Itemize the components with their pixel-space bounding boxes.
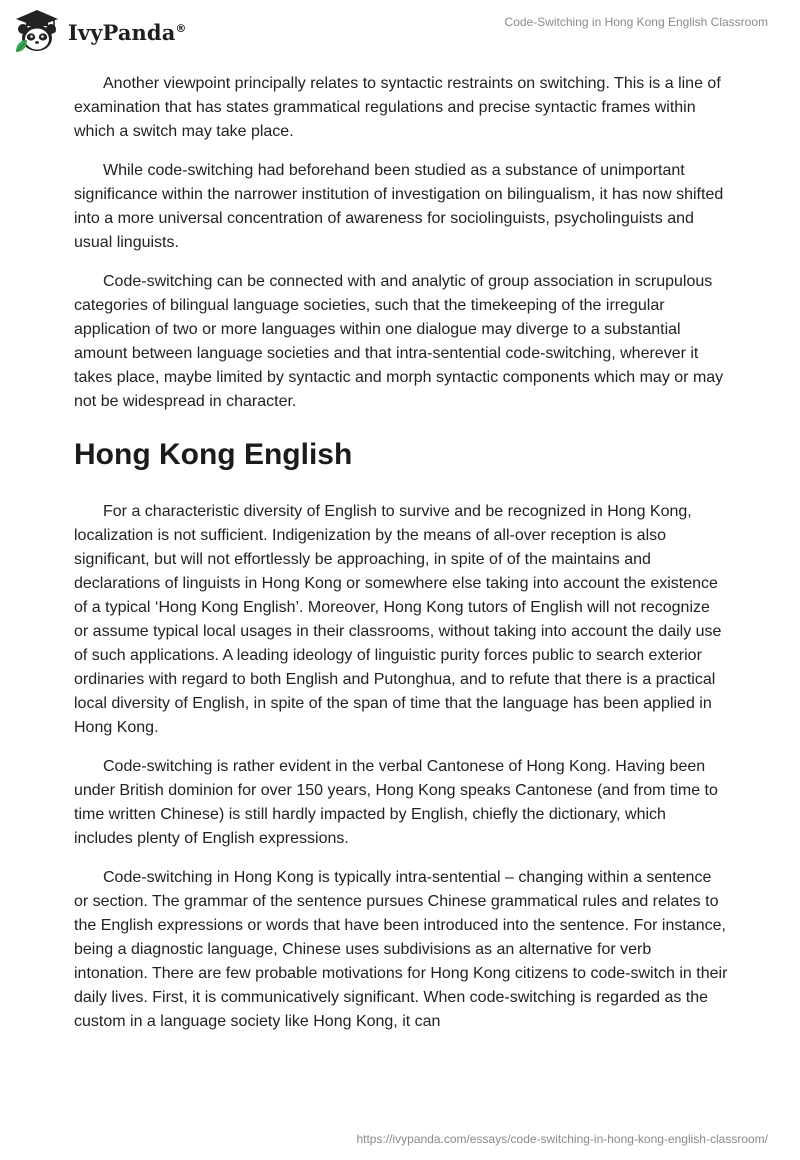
- ivypanda-logo[interactable]: [14, 8, 187, 54]
- page-header: [0, 0, 800, 60]
- paragraph: While code-switching had beforehand been studied as a substance of unimportant significance within the narrower institution of investigation on bilingualism, it has now shifted into a more universal concentration of awareness for sociolinguists, psycholinguists and usual linguists.: [74, 162, 724, 251]
- panda-graduate-icon: [14, 8, 60, 54]
- section-heading: Hong Kong English: [74, 438, 353, 471]
- document-title: Code-Switching in Hong Kong English Classroom: [504, 15, 768, 29]
- paragraph: Code-switching is rather evident in the verbal Cantonese of Hong Kong. Having been under British dominion for over 150 years, Hong Kong speaks Cantonese (and from time to time written Chinese) is still hardly impacted by English, chiefly the dictionary, which includes plenty of English expressions.: [74, 758, 718, 847]
- paragraph: Another viewpoint principally relates to syntactic restraints on switching. This is a line of examination that has states grammatical regulations and precise syntactic frames within which a switch may take place.: [74, 75, 721, 140]
- source-url[interactable]: https://ivypanda.com/essays/code-switching-in-hong-kong-english-classroom/: [356, 1132, 768, 1146]
- paragraph: Code-switching can be connected with and analytic of group association in scrupulous categories of bilingual language societies, such that the timekeeping of the irregular application of two or more languages within one dialogue may diverge to a substantial amount between language societies and that intra-sentential code-switching, wherever it takes place, maybe limited by syntactic and morph syntactic components which may or may not be widespread in character.: [74, 273, 724, 410]
- registered-mark: ®: [175, 21, 187, 35]
- article-body: [74, 72, 728, 1049]
- brand-name: IvyPanda®: [68, 19, 187, 45]
- paragraph: For a characteristic diversity of English to survive and be recognized in Hong Kong, localization is not sufficient. Indigenization by the means of all-over reception is also significant, but will not effortlessly be approaching, in spite of of the maintains and declarations of linguists in Hong Kong or somewhere else taking into account the existence of a typical ‘Hong Kong English’. Moreover, Hong Kong tutors of English will not recognize or assume typical local usages in their classrooms, without taking into account the daily use of such applications. A leading ideology of linguistic purity forces public to search exterior ordinaries with regard to both English and Putonghua, and to refute that there is a practical local diversity of English, in spite of the span of time that the language has been applied in Hong Kong.: [74, 503, 722, 736]
- paragraph: Code-switching in Hong Kong is typically intra-sentential – changing within a sentence or section. The grammar of the sentence pursues Chinese grammatical rules and relates to the English expressions or words that have been introduced into the sentence. For instance, being a diagnostic language, Chinese uses subdivisions as an alternative for verb intonation. There are few probable motivations for Hong Kong citizens to code-switch in their daily lives. First, it is communicatively significant. When code-switching is regarded as the custom in a language society like Hong Kong, it can: [74, 869, 728, 1030]
